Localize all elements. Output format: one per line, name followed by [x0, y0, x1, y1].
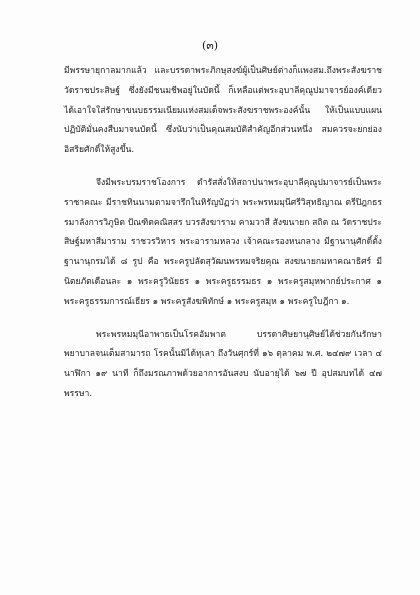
page-number: (๓)	[201, 39, 219, 52]
paragraph-3: พระพรหมมุนีอาพาธเป็นโรคอัมพาต บรรดาศิษยานุศิษย์ได้ช่วยกันรักษาพยาบาลจนเต็มสามารถ โรคนั้นมิได้ทุเลา ถึงวันศุกร์ที่ ๑๖ ตุลาคม พ.ศ. ๒๔๗๙ เวลา ๔ นาฬิกา ๑๙ นาที ก็ถึงมรณภาพด้วยอาการอันสงบ นับอายุได้ ๖๗ ปี อุปสมบทได้ ๔๗ พรรษา.	[64, 329, 382, 399]
paragraph-1: มีพรรษายุกาลมากแล้ว และบรรดาพระภิกษุสงฆ์ผู้เป็นศิษย์ต่างก็แพงสม.ถึงพระสังฆราชวัดราชประสิษฐ์ ซึ่งยังมีชนมชีพอยู่ในบัดนี้ ก็เหลือแต่พระอุบาลีคุณูปมาจารย์องค์เดียว ได้เอาใจใส่รักษาขนบธรรมเนียมแห่งสมเด็จพระสังฆราชพระองค์นั้น ให้เป็นแบบแผนปฏิบัติมั่นคงสืบมาจนบัดนี้ ซึ่งนับว่าเป็นคุณสมบัติสำคัญอีกส่วนหนึ่ง สมควรจะยกย่องอิสริยศักดิ์ให้สูงขึ้น.	[64, 66, 382, 156]
paragraph-2: จึงมีพระบรมราชโองการ ดำรัสสั่งให้สถาปนาพระอุบาลีคุณูปมาจารย์เป็นพระราชาคณะ มีราชทินนามตามจารึกในหิรัญบัฏว่า พระพรหมมุนีศรีวิสุทธิญาณ ตรีปิฎกธรรมาลังการวิภูษิต ปัณฑิตคณิสสร บวรสังฆาราม คามวาสี สังฆนายก สถิต ณ วัดราชประสิษฐ์มหาสีมาราม ราชวรวิหาร พระอารามหลวง เจ้าคณะรองหนกลาง มีฐานานุศักดิ์ตั้งฐานานุกรมได้ ๘ รูป คือ พระครูปลัดสุวัฒนพรหมจริยคุณ สงฆนายกมหาคณาธิศร์ มีนิตยภัตเดือนละ ๑ พระครูวินัยธร ๑ พระครูธรรมธร ๑ พระครูสมุหพากย์ประกาศ ๑ พระครูธรรมการณ์เธียร ๑ พระครูสังฆพิทักษ์ ๑ พระครูสมุห ๑ พระครูใบฎีกา ๑.	[64, 177, 382, 307]
body-text	[64, 62, 382, 418]
